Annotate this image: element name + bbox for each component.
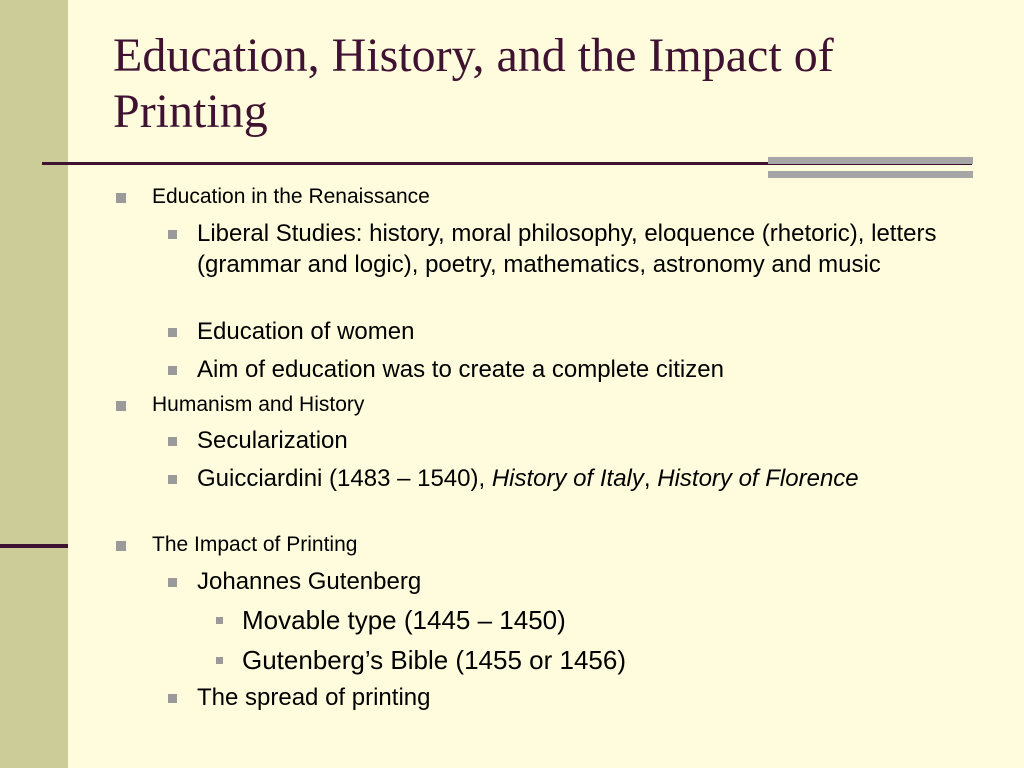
square-bullet-icon [168,328,177,337]
outline-item-impact-of-printing: The Impact of Printing [152,533,358,556]
square-bullet-icon [216,617,223,624]
separator-comma: , [643,465,658,492]
side-accent-line [0,544,68,548]
slide-title: Education, History, and the Impact of Printing [113,29,834,138]
outline-item-secularization: Secularization [197,427,348,454]
square-bullet-icon [116,193,126,203]
square-bullet-icon [168,694,177,703]
title-gray-bar-top [768,157,973,164]
outline-item-liberal-studies: Liberal Studies: history, moral philosophy, eloquence (rhetoric), letters (grammar and logic), poetry, mathematics, astronomy and music [197,220,937,278]
title-gray-bar-bottom [768,171,973,178]
square-bullet-icon [116,401,126,411]
square-bullet-icon [216,657,223,664]
square-bullet-icon [168,366,177,375]
outline-item-movable-type: Movable type (1445 – 1450) [242,605,566,635]
square-bullet-icon [168,230,177,239]
outline-item-aim-of-education: Aim of education was to create a complete citizen [197,356,724,383]
square-bullet-icon [168,578,177,587]
square-bullet-icon [168,475,177,484]
history-of-italy-title: History of Italy [491,465,644,492]
square-bullet-icon [116,541,126,551]
outline-item-guicciardini [197,464,887,495]
outline-item-humanism-history: Humanism and History [152,393,365,416]
outline-item-education-renaissance: Education in the Renaissance [152,185,430,208]
outline-item-johannes-gutenberg: Johannes Gutenberg [197,568,422,595]
outline-item-spread-of-printing: The spread of printing [197,684,431,711]
square-bullet-icon [168,437,177,446]
outline-item-gutenberg-bible: Gutenberg’s Bible (1455 or 1456) [242,645,626,675]
side-band [0,0,68,768]
history-of-florence-title: History of Florence [657,465,859,492]
outline-item-education-of-women: Education of women [197,318,415,345]
guicciardini-text: Guicciardini (1483 – 1540), [197,465,492,492]
